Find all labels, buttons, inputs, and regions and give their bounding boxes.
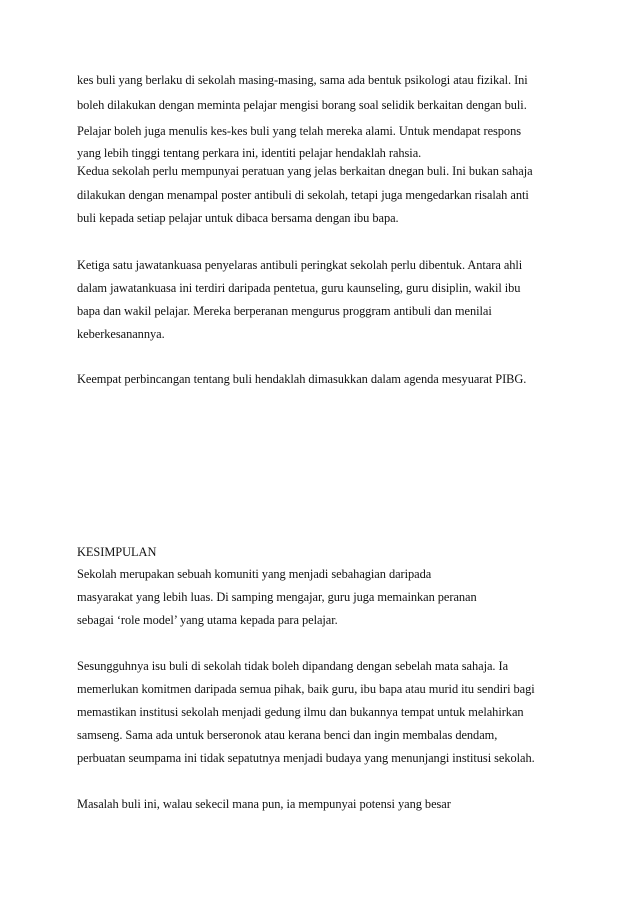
text-line: yang lebih tinggi tentang perkara ini, identiti pelajar hendaklah rahsia.: [77, 146, 422, 160]
text-line: dalam jawatankuasa ini terdiri daripada pentetua, guru kaunseling, guru disiplin, wakil ibu: [77, 281, 521, 295]
text-line: perbuatan seumpama ini tidak sepatutnya menjadi budaya yang menunjangi institusi sekolah.: [77, 751, 535, 765]
text-line: Keempat perbincangan tentang buli hendaklah dimasukkan dalam agenda mesyuarat PIBG.: [77, 372, 527, 386]
text-line: samseng. Sama ada untuk berseronok atau kerana benci dan ingin membalas dendam,: [77, 728, 498, 742]
text-line: Sesungguhnya isu buli di sekolah tidak boleh dipandang dengan sebelah mata sahaja. Ia: [77, 659, 509, 673]
text-line: sebagai ‘role model’ yang utama kepada para pelajar.: [77, 613, 338, 627]
text-line: Ketiga satu jawatankuasa penyelaras antibuli peringkat sekolah perlu dibentuk. Antara ahli: [77, 258, 523, 272]
text-line: Sekolah merupakan sebuah komuniti yang menjadi sebahagian daripada: [77, 567, 432, 581]
text-line: Kedua sekolah perlu mempunyai peratuan yang jelas berkaitan dnegan buli. Ini bukan sahaja: [77, 164, 533, 178]
text-line: masyarakat yang lebih luas. Di samping mengajar, guru juga memainkan peranan: [77, 590, 477, 604]
text-line: boleh dilakukan dengan meminta pelajar mengisi borang soal selidik berkaitan dengan buli.: [77, 98, 527, 112]
text-line: buli kepada setiap pelajar untuk dibaca bersama dengan ibu bapa.: [77, 211, 399, 225]
text-line: Pelajar boleh juga menulis kes-kes buli yang telah mereka alami. Untuk mendapat respons: [77, 124, 521, 138]
text-line: bapa dan wakil pelajar. Mereka berperanan mengurus proggram antibuli dan menilai: [77, 304, 492, 318]
text-line: kes buli yang berlaku di sekolah masing-masing, sama ada bentuk psikologi atau fizikal. Ini: [77, 73, 528, 87]
text-line: keberkesanannya.: [77, 327, 165, 341]
text-line: Masalah buli ini, walau sekecil mana pun, ia mempunyai potensi yang besar: [77, 797, 451, 811]
text-line: memerlukan komitmen daripada semua pihak, baik guru, ibu bapa atau murid itu sendiri bagi: [77, 682, 535, 696]
section-heading: KESIMPULAN: [77, 545, 157, 559]
text-line: memastikan institusi sekolah menjadi gedung ilmu dan bukannya tempat untuk melahirkan: [77, 705, 524, 719]
text-line: dilakukan dengan menampal poster antibuli di sekolah, tetapi juga mengedarkan risalah anti: [77, 188, 529, 202]
